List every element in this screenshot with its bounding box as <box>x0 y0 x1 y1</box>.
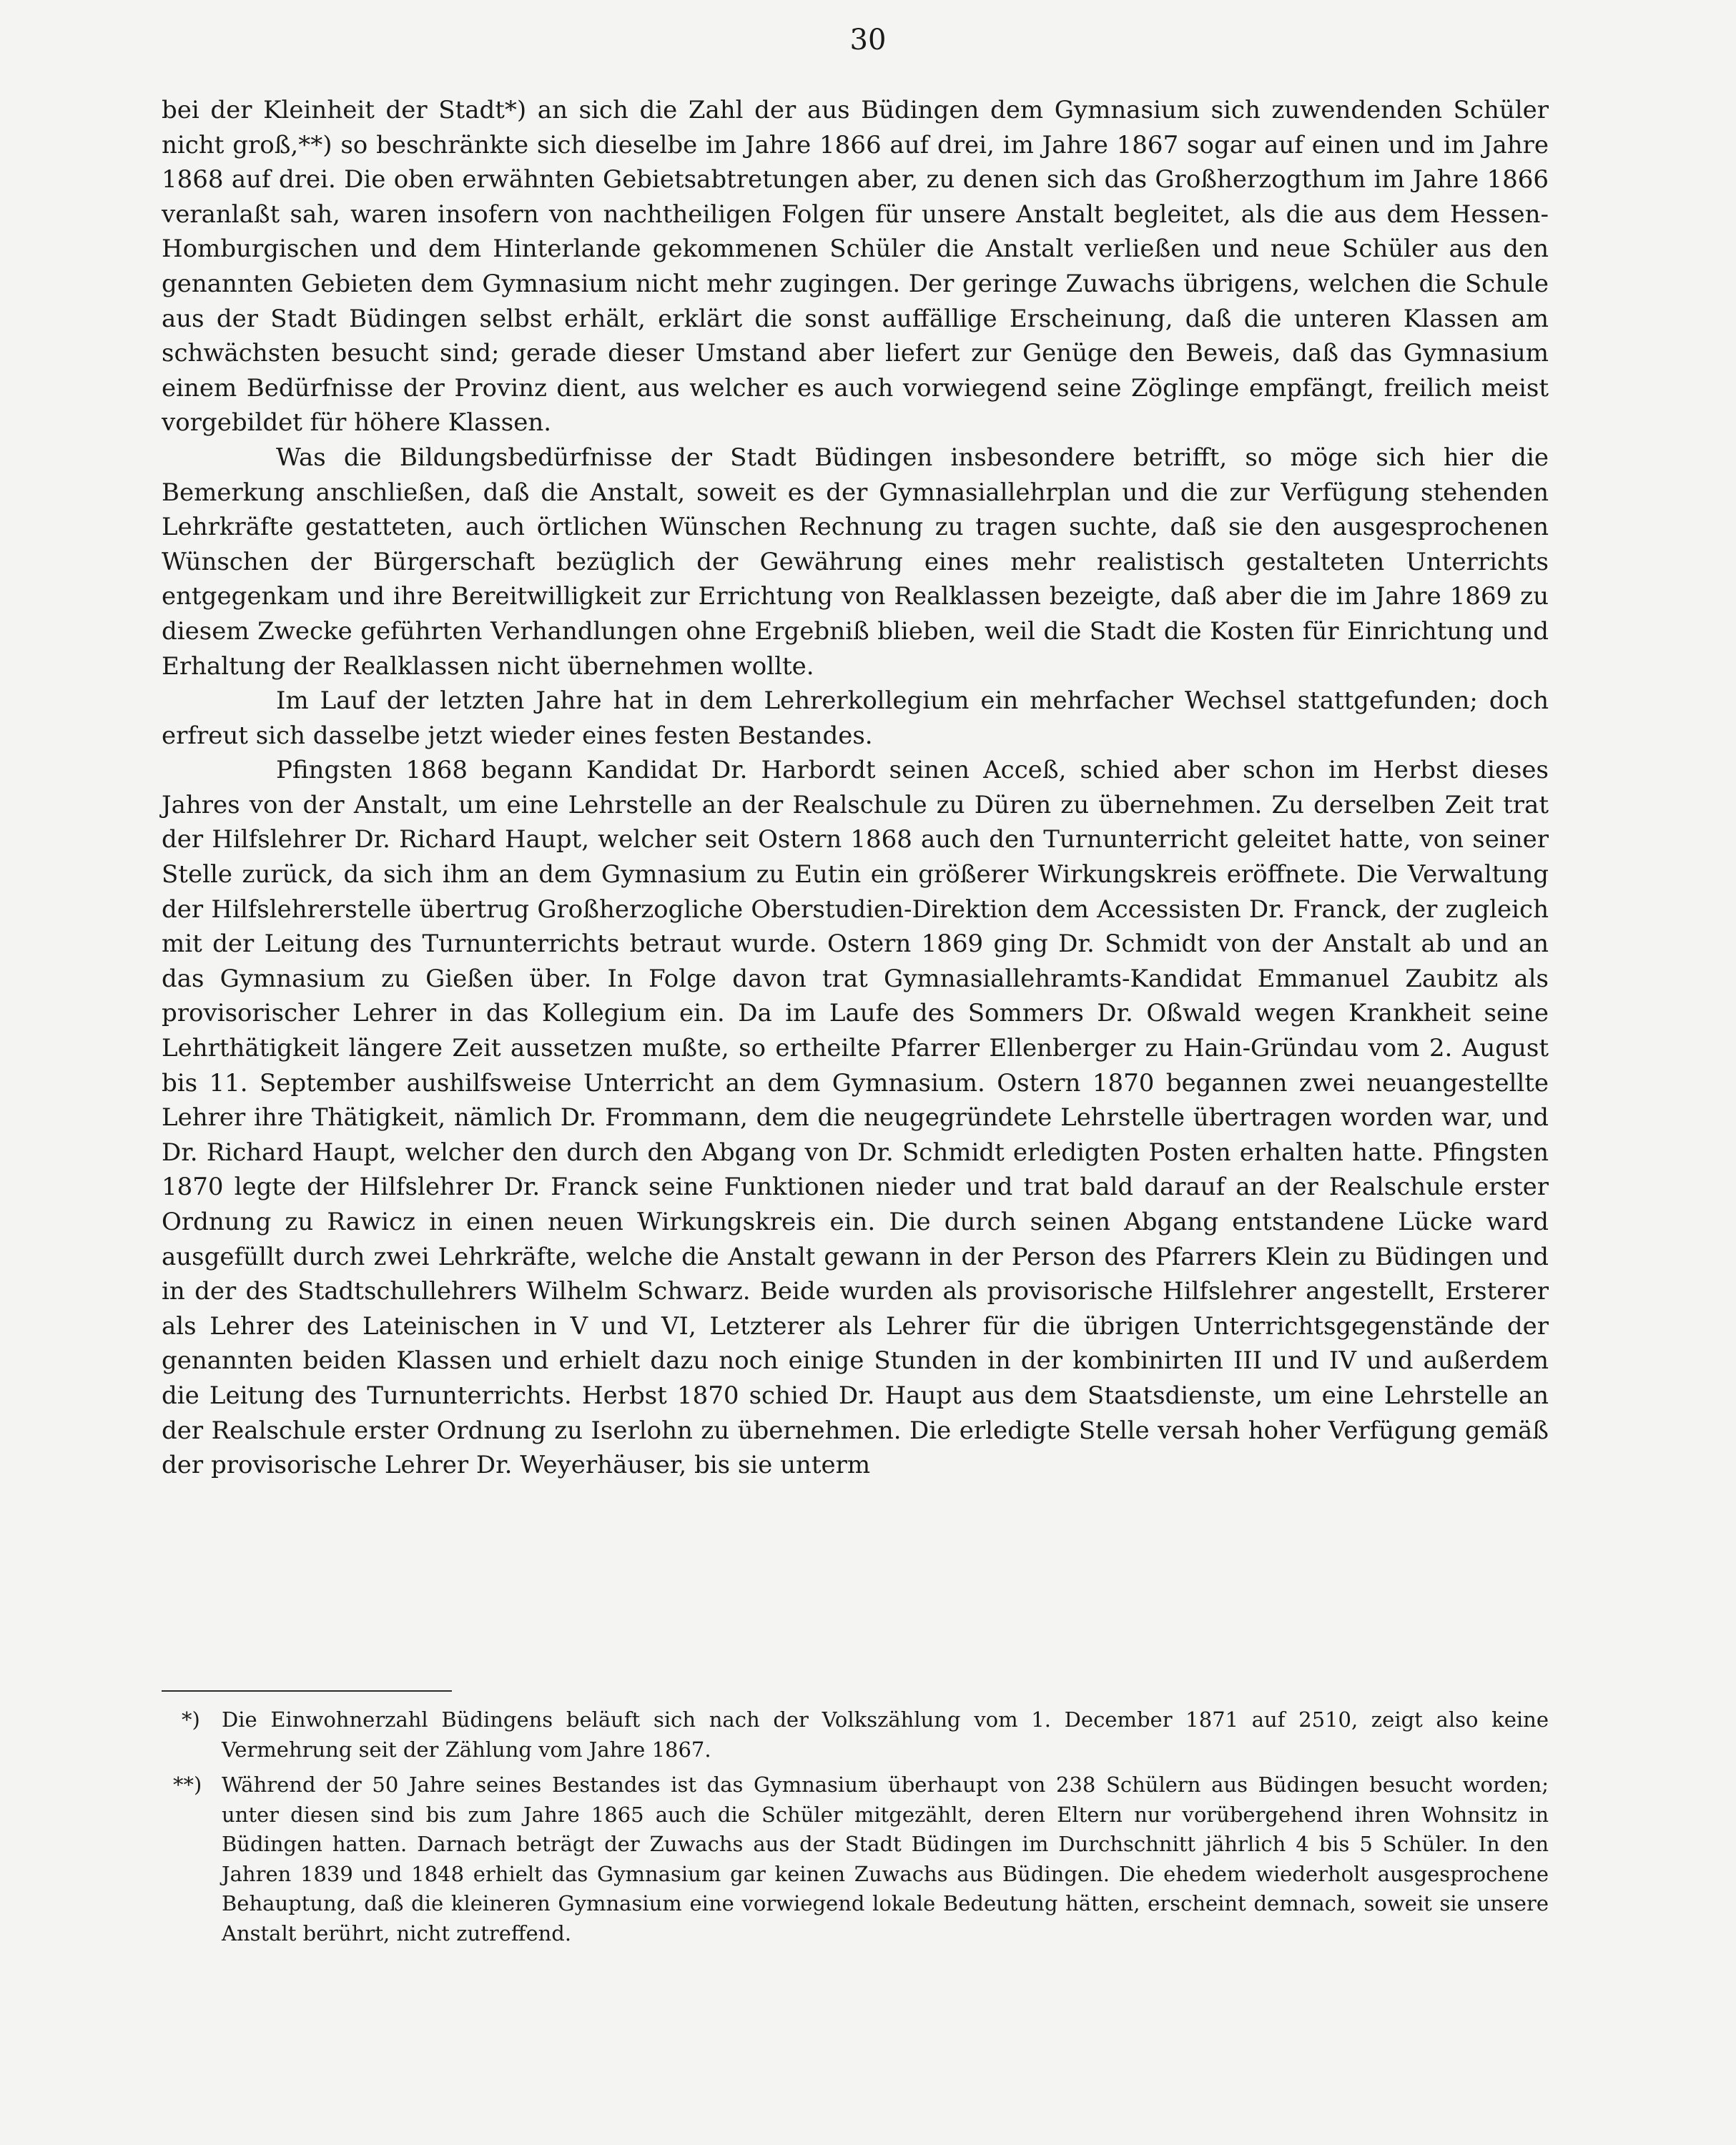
paragraph-staff-changes-intro: Im Lauf der letzten Jahre hat in dem Lehrerkollegium ein mehrfacher Wechsel stattgefunden; doch erfreut sich dasselbe jetzt wieder eines festen Bestandes. <box>162 686 1549 750</box>
footnote-marker: *) <box>182 1707 200 1732</box>
body-text <box>162 93 1549 1483</box>
footnote-population <box>162 1705 1549 1765</box>
page-number: 30 <box>849 24 887 56</box>
footnote-separator-rule <box>162 1690 452 1692</box>
footnote-text: Die Einwohnerzahl Büdingens beläuft sich nach der Volkszählung vom 1. December 1871 auf 2510, zeigt also keine Vermehrung seit der Zählung vom Jahre 1867. <box>222 1707 1549 1762</box>
paragraph-school-attendance: bei der Kleinheit der Stadt*) an sich die Zahl der aus Büdingen dem Gymnasium sich zuwendenden Schüler nicht groß,**) so beschränkte sich dieselbe im Jahre 1866 auf drei, im Jahre 1867 sogar auf einen und im Jahre 1868 auf drei. Die oben erwähnten Gebietsabtretungen aber, zu denen sich das Großherzogthum im Jahre 1866 veranlaßt sah, waren insofern von nachtheiligen Folgen für unsere Anstalt begleitet, als die aus dem Hessen-Homburgischen und dem Hinterlande gekommenen Schüler die Anstalt verließen und neue Schüler aus den genannten Gebieten dem Gymnasium nicht mehr zugingen. Der geringe Zuwachs übrigens, welchen die Schule aus der Stadt Büdingen selbst erhält, erklärt die sonst auffällige Erscheinung, daß die unteren Klassen am schwächsten besucht sind; gerade dieser Umstand aber liefert zur Genüge den Beweis, daß das Gymnasium einem Bedürfnisse der Provinz dient, aus welcher es auch vorwiegend seine Zöglinge empfängt, freilich meist vorgebildet für höhere Klassen. <box>162 96 1549 438</box>
footnote-marker: **) <box>173 1772 202 1797</box>
paragraph-education-needs: Was die Bildungsbedürfnisse der Stadt Büdingen insbesondere betrifft, so möge sich hier die Bemerkung anschließen, daß die Anstalt, soweit es der Gymnasiallehrplan und die zur Verfügung stehenden Lehrkräfte gestatteten, auch örtlichen Wünschen Rechnung zu tragen suchte, daß sie den ausgesprochenen Wünschen der Bürgerschaft bezüglich der Gewährung eines mehr realistisch gestalteten Unterrichts entgegenkam und ihre Bereitwilligkeit zur Errichtung von Realklassen bezeigte, daß aber die im Jahre 1869 zu diesem Zwecke geführten Verhandlungen ohne Ergebniß blieben, weil die Stadt die Kosten für Einrichtung und Erhaltung der Realklassen nicht übernehmen wollte. <box>162 443 1549 681</box>
footnote-student-statistics <box>162 1770 1549 1948</box>
paragraph-staff-changes-detail: Pfingsten 1868 begann Kandidat Dr. Harbordt seinen Acceß, schied aber schon im Herbst dieses Jahres von der Anstalt, um eine Lehrstelle an der Realschule zu Düren zu übernehmen. Zu derselben Zeit trat der Hilfslehrer Dr. Richard Haupt, welcher seit Ostern 1868 auch den Turnunterricht geleitet hatte, von seiner Stelle zurück, da sich ihm an dem Gymnasium zu Eutin ein größerer Wirkungskreis eröffnete. Die Verwaltung der Hilfslehrerstelle übertrug Großherzogliche Oberstudien-Direktion dem Accessisten Dr. Franck, der zugleich mit der Leitung des Turnunterrichts betraut wurde. Ostern 1869 ging Dr. Schmidt von der Anstalt ab und an das Gymnasium zu Gießen über. In Folge davon trat Gymnasiallehramts-Kandidat Emmanuel Zaubitz als provisorischer Lehrer in das Kollegium ein. Da im Laufe des Sommers Dr. Oßwald wegen Krankheit seine Lehrthätigkeit längere Zeit aussetzen mußte, so ertheilte Pfarrer Ellenberger zu Hain-Gründau vom 2. August bis 11. September aushilfsweise Unterricht an dem Gymnasium. Ostern 1870 begannen zwei neuangestellte Lehrer ihre Thätigkeit, nämlich Dr. Frommann, dem die neugegründete Lehrstelle übertragen worden war, und Dr. Richard Haupt, welcher den durch den Abgang von Dr. Schmidt erledigten Posten erhalten hatte. Pfingsten 1870 legte der Hilfslehrer Dr. Franck seine Funktionen nieder und trat bald darauf an der Realschule erster Ordnung zu Rawicz in einen neuen Wirkungskreis ein. Die durch seinen Abgang entstandene Lücke ward ausgefüllt durch zwei Lehrkräfte, welche die Anstalt gewann in der Person des Pfarrers Klein zu Büdingen und in der des Stadtschullehrers Wilhelm Schwarz. Beide wurden als provisorische Hilfslehrer angestellt, Ersterer als Lehrer des Lateinischen in V und VI, Letzterer als Lehrer für die übrigen Unterrichtsgegenstände der genannten beiden Klassen und erhielt dazu noch einige Stunden in der kombinirten III und IV und außerdem die Leitung des Turnunterrichts. Herbst 1870 schied Dr. Haupt aus dem Staatsdienste, um eine Lehrstelle an der Realschule erster Ordnung zu Iserlohn zu übernehmen. Die erledigte Stelle versah hoher Verfügung gemäß der provisorische Lehrer Dr. Weyerhäuser, bis sie unterm <box>162 756 1549 1480</box>
footnote-text: Während der 50 Jahre seines Bestandes ist das Gymnasium überhaupt von 238 Schülern aus Büdingen besucht worden; unter diesen sind bis zum Jahre 1865 auch die Schüler mitgezählt, deren Eltern nur vorübergehend ihren Wohnsitz in Büdingen hatten. Darnach beträgt der Zuwachs aus der Stadt Büdingen im Durchschnitt jährlich 4 bis 5 Schüler. In den Jahren 1839 und 1848 erhielt das Gymnasium gar keinen Zuwachs aus Büdingen. Die ehedem wiederholt ausgesprochene Behauptung, daß die kleineren Gymnasium eine vorwiegend lokale Bedeutung hätten, erscheint demnach, soweit sie unsere Anstalt berührt, nicht zutreffend. <box>222 1772 1549 1946</box>
footnotes <box>162 1705 1549 1954</box>
